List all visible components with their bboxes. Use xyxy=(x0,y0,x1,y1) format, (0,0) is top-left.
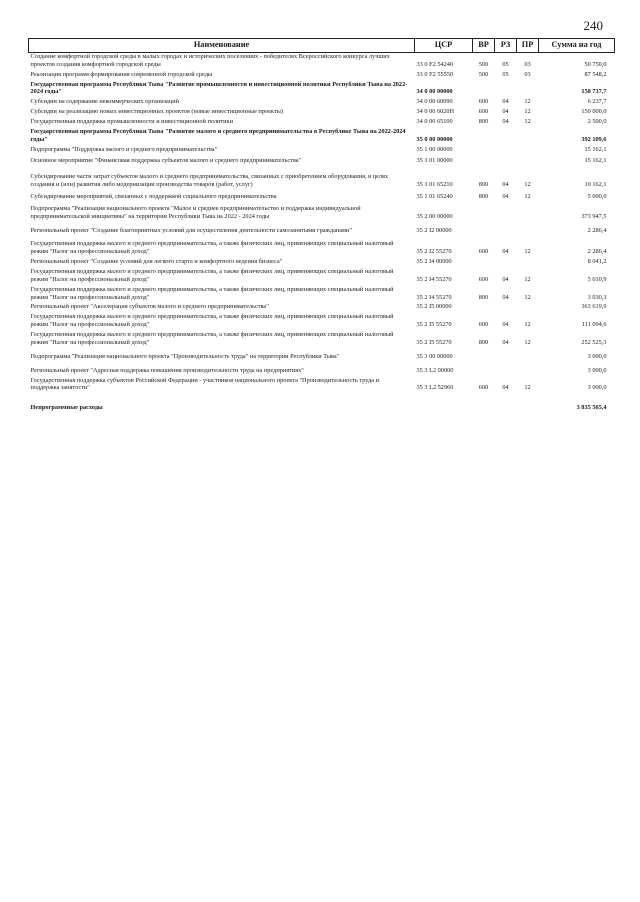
cell-rz xyxy=(495,201,517,221)
cell-sum: 111 094,6 xyxy=(581,321,607,329)
cell-vr: 500 xyxy=(478,70,489,78)
cell-pr: 03 xyxy=(524,70,531,78)
cell-pr xyxy=(517,126,539,144)
cell-csr: 35 2 I4 00000 xyxy=(416,258,452,266)
cell-csr: 35 0 00 00000 xyxy=(416,135,453,143)
total-row xyxy=(29,404,615,412)
cell-pr xyxy=(517,301,539,311)
cell-csr: 35 2 00 00000 xyxy=(416,212,453,220)
cell-sum: 2 500,0 xyxy=(587,118,607,126)
cell-rz xyxy=(495,153,517,165)
cell-sum: 2 286,4 xyxy=(587,226,607,234)
cell-rz: 04 xyxy=(502,338,509,346)
cell-vr xyxy=(473,301,495,311)
cell-sum: 50 750,0 xyxy=(584,60,607,68)
cell-vr xyxy=(473,144,495,154)
cell-name: Государственная поддержка малого и среднего предпринимательства, а также физических лиц, применяющих специальный налоговый режим "Налог на профессиональный доход" xyxy=(30,285,394,301)
cell-csr: 35 1 00 00000 xyxy=(416,145,453,153)
cell-name: Субсидии на содержание некоммерческих организаций xyxy=(30,98,179,106)
cell-rz xyxy=(495,221,517,235)
cell-pr: 12 xyxy=(524,293,531,301)
cell-rz: 04 xyxy=(502,193,509,201)
cell-sum: 3 000,0 xyxy=(587,366,607,374)
cell-sum: 10 162,1 xyxy=(584,181,607,189)
spacer-cell xyxy=(29,392,615,404)
cell-pr xyxy=(517,144,539,154)
cell-vr: 800 xyxy=(478,193,489,201)
table-body xyxy=(29,53,615,413)
header-vr: ВР xyxy=(473,39,495,53)
cell-sum: 3 000,0 xyxy=(587,352,607,360)
total-empty-cell xyxy=(415,404,539,412)
budget-table xyxy=(28,38,615,412)
cell-name: Государственная программа Республики Тыва "Развитие малого и среднего предпринимательства в Республике Тыва на 2022-2024 годы" xyxy=(30,127,406,143)
cell-vr: 800 xyxy=(478,293,489,301)
cell-vr xyxy=(473,153,495,165)
cell-vr: 600 xyxy=(478,321,489,329)
cell-rz: 05 xyxy=(502,70,509,78)
cell-vr xyxy=(473,347,495,361)
cell-sum: 3 030,3 xyxy=(587,293,607,301)
header-name: Наименование xyxy=(29,39,415,53)
cell-sum: 2 286,4 xyxy=(587,248,607,256)
table-row xyxy=(29,329,615,347)
table-row xyxy=(29,375,615,393)
cell-name: Региональный проект "Адресная поддержка повышения производительности труда на предприятиях" xyxy=(30,366,304,374)
table-header-row xyxy=(29,39,615,53)
cell-vr xyxy=(473,221,495,235)
cell-csr: 35 1 01 00000 xyxy=(416,157,453,165)
table-row xyxy=(29,347,615,361)
cell-vr: 800 xyxy=(478,118,489,126)
cell-csr: 35 2 I4 55270 xyxy=(416,293,452,301)
cell-vr xyxy=(473,256,495,266)
cell-rz xyxy=(495,301,517,311)
cell-vr: 600 xyxy=(478,275,489,283)
cell-pr xyxy=(517,201,539,221)
cell-pr xyxy=(517,79,539,97)
table-row xyxy=(29,153,615,165)
cell-name: Государственная поддержка малого и среднего предпринимательства, а также физических лиц, применяющих специальный налоговый режим "Налог на профессиональный доход" xyxy=(30,268,394,283)
cell-name: Субсидии на реализацию новых инвестиционных проектов (новые инвестиционные проекты) xyxy=(30,108,283,116)
cell-vr: 500 xyxy=(478,60,489,68)
cell-name: Государственная программа Республики Тыва "Развитие промышленности и инвестиционной политики Республики Тыва на 2022-2024 годы" xyxy=(30,80,408,96)
cell-pr: 12 xyxy=(524,98,531,106)
cell-rz: 04 xyxy=(502,248,509,256)
cell-pr: 12 xyxy=(524,384,531,392)
cell-name: Подпрограмма "Поддержка малого и среднего предпринимательства" xyxy=(30,145,218,153)
cell-pr: 12 xyxy=(524,275,531,283)
cell-pr: 12 xyxy=(524,108,531,116)
header-pr: ПР xyxy=(517,39,539,53)
cell-sum: 15 162,1 xyxy=(584,157,607,165)
table-row xyxy=(29,301,615,311)
table-row xyxy=(29,116,615,126)
table-row xyxy=(29,284,615,302)
cell-csr: 34 0 00 65100 xyxy=(416,118,453,126)
cell-rz: 04 xyxy=(502,275,509,283)
cell-sum: 5 000,0 xyxy=(587,193,607,201)
cell-sum: 5 010,9 xyxy=(587,275,607,283)
table-row xyxy=(29,189,615,201)
cell-rz xyxy=(495,126,517,144)
cell-rz: 04 xyxy=(502,384,509,392)
cell-name: Основное мероприятие "Финансовая поддержка субъектов малого и среднего предпринимательства" xyxy=(30,157,302,165)
total-name: Непрограммные расходы xyxy=(30,404,103,412)
table-row xyxy=(29,201,615,221)
cell-name: Подпрограмма "Реализация национального проекта "Малое и среднее предпринимательство и поддержка индивидуальной предпринимательской инициативы" на территории Республики Тыва на 2022 - 2024 годы xyxy=(30,204,361,220)
cell-rz xyxy=(495,361,517,375)
cell-rz: 04 xyxy=(502,118,509,126)
cell-name: Государственная поддержка малого и среднего предпринимательства, а также физических лиц, применяющих специальный налоговый режим "Налог на профессиональный доход" xyxy=(30,313,394,329)
cell-csr: 35 3 L2 52960 xyxy=(416,384,454,392)
table-row xyxy=(29,266,615,284)
cell-rz xyxy=(495,144,517,154)
table-row xyxy=(29,361,615,375)
cell-name: Региональный проект "Создание условий для легкого старта и комфортного ведения бизнеса" xyxy=(30,258,283,266)
cell-name: Государственная поддержка малого и среднего предпринимательства, а также физических лиц, применяющих специальный налоговый режим "Налог на профессиональный доход" xyxy=(30,240,394,256)
cell-pr: 12 xyxy=(524,321,531,329)
cell-vr: 800 xyxy=(478,338,489,346)
cell-pr xyxy=(517,221,539,235)
table-row xyxy=(29,256,615,266)
cell-sum: 6 237,7 xyxy=(587,98,607,106)
cell-sum: 373 947,5 xyxy=(581,212,607,220)
table-row xyxy=(29,144,615,154)
cell-pr xyxy=(517,361,539,375)
cell-pr: 12 xyxy=(524,248,531,256)
cell-csr: 34 0 00 60090 xyxy=(416,98,453,106)
cell-rz: 04 xyxy=(502,321,509,329)
cell-sum: 8 041,2 xyxy=(587,258,607,266)
table-row xyxy=(29,69,615,79)
cell-vr: 600 xyxy=(478,248,489,256)
table-row xyxy=(29,165,615,189)
cell-csr: 35 1 01 65210 xyxy=(416,181,453,189)
page-number: 240 xyxy=(583,18,603,33)
cell-pr: 12 xyxy=(524,118,531,126)
cell-sum: 3 000,0 xyxy=(587,384,607,392)
cell-pr: 12 xyxy=(524,193,531,201)
cell-name: Региональный проект "Создание благоприятных условий для осуществления деятельности самозанятыми гражданами" xyxy=(30,226,352,234)
table-row xyxy=(29,106,615,116)
cell-csr: 35 2 I2 00000 xyxy=(416,226,452,234)
cell-csr: 35 2 I2 55270 xyxy=(416,248,452,256)
table-row xyxy=(29,311,615,329)
cell-sum: 150 000,0 xyxy=(581,108,607,116)
cell-rz: 04 xyxy=(502,108,509,116)
cell-sum: 363 619,9 xyxy=(581,303,607,311)
total-sum: 3 835 565,4 xyxy=(576,404,607,412)
cell-sum: 252 525,3 xyxy=(581,338,607,346)
cell-vr xyxy=(473,361,495,375)
cell-csr: 35 2 I5 00000 xyxy=(416,303,452,311)
cell-name: Реализация программ формирования современной городской среды xyxy=(30,70,213,78)
cell-name: Государственная поддержка малого и среднего предпринимательства, а также физических лиц, применяющих специальный налоговый режим "Налог на профессиональный доход" xyxy=(30,331,394,346)
cell-name: Региональный проект "Акселерация субъектов малого и среднего предпринимательства" xyxy=(30,303,269,311)
cell-pr xyxy=(517,153,539,165)
cell-pr xyxy=(517,256,539,266)
cell-csr: 35 2 I5 55270 xyxy=(416,321,452,329)
header-sum: Сумма на год xyxy=(539,39,615,53)
cell-rz xyxy=(495,79,517,97)
cell-pr: 12 xyxy=(524,181,531,189)
table-row xyxy=(29,96,615,106)
cell-rz: 04 xyxy=(502,98,509,106)
cell-csr: 34 0 00 6020Н xyxy=(416,108,455,116)
header-rz: РЗ xyxy=(495,39,517,53)
cell-pr: 12 xyxy=(524,338,531,346)
cell-name: Государственная поддержка промышленности и инвестиционной политики xyxy=(30,118,233,126)
cell-rz: 05 xyxy=(502,60,509,68)
table-row xyxy=(29,53,615,69)
cell-csr: 35 3 00 00000 xyxy=(416,352,453,360)
cell-sum: 392 109,6 xyxy=(581,135,607,143)
cell-vr xyxy=(473,201,495,221)
cell-csr: 34 0 00 00000 xyxy=(416,88,453,96)
cell-sum: 15 162,1 xyxy=(584,145,607,153)
cell-vr xyxy=(473,79,495,97)
table-row xyxy=(29,79,615,97)
cell-csr: 35 1 01 65240 xyxy=(416,193,453,201)
table-row xyxy=(29,126,615,144)
cell-name: Субсидирование мероприятий, связанных с поддержкой социального предпринимательства xyxy=(30,193,277,201)
cell-sum: 158 737,7 xyxy=(581,88,607,96)
table-row xyxy=(29,221,615,235)
header-csr: ЦСР xyxy=(415,39,473,53)
cell-vr xyxy=(473,126,495,144)
cell-name: Субсидирование части затрат субъектов малого и среднего предпринимательства, связанных с приобретением оборудования, в целях создания и (или) развития либо модернизации производства товаров (работ, услуг) xyxy=(30,173,389,189)
cell-csr: 35 3 L2 00000 xyxy=(416,366,454,374)
table-row xyxy=(29,234,615,256)
cell-rz xyxy=(495,347,517,361)
spacer-row xyxy=(29,392,615,404)
cell-vr: 600 xyxy=(478,384,489,392)
cell-vr: 800 xyxy=(478,181,489,189)
cell-name: Создание комфортной городской среды в малых городах и исторических поселениях - победителях Всероссийского конкурса лучших проектов создания комфортной городской среды xyxy=(30,53,390,68)
cell-csr: 35 2 I4 55270 xyxy=(416,275,452,283)
cell-rz: 04 xyxy=(502,293,509,301)
cell-csr: 33 0 F2 54240 xyxy=(416,60,454,68)
cell-vr: 600 xyxy=(478,98,489,106)
cell-name: Государственная поддержка субъектов Российской Федерации - участников национального проекта "Производительность труда и поддержка занятости" xyxy=(30,376,380,392)
cell-vr: 600 xyxy=(478,108,489,116)
cell-pr: 03 xyxy=(524,60,531,68)
cell-name: Подпрограмма "Реализация национального проекта "Производительность труда" на территории Республики Тыва" xyxy=(30,352,340,360)
cell-csr: 35 2 I5 55270 xyxy=(416,338,452,346)
cell-rz: 04 xyxy=(502,181,509,189)
cell-sum: 87 548,2 xyxy=(584,70,607,78)
cell-csr: 33 0 F2 55550 xyxy=(416,70,454,78)
cell-rz xyxy=(495,256,517,266)
cell-pr xyxy=(517,347,539,361)
